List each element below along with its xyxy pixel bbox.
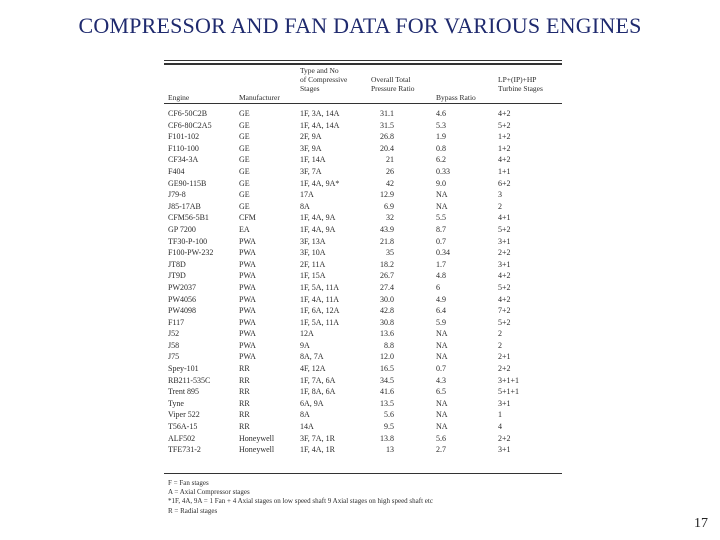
table-row xyxy=(164,375,562,387)
table-row xyxy=(164,201,562,213)
cell-type-stages: 8A xyxy=(300,410,310,420)
cell-turbine-stages: 7+2 xyxy=(498,306,511,316)
table-row xyxy=(164,421,562,433)
cell-engine: CF34-3A xyxy=(168,155,199,165)
cell-type-stages: 1F, 4A, 1R xyxy=(300,445,335,455)
cell-manufacturer: RR xyxy=(239,375,250,385)
cell-turbine-stages: 6+2 xyxy=(498,178,511,188)
cell-turbine-stages: 2+2 xyxy=(498,364,511,374)
cell-type-stages: 1F, 14A xyxy=(300,155,326,165)
table-row xyxy=(164,386,562,398)
table-row xyxy=(164,294,562,306)
cell-bypass-ratio: NA xyxy=(436,329,448,339)
cell-engine: TF30-P-100 xyxy=(168,236,208,246)
cell-type-stages: 17A xyxy=(300,190,314,200)
cell-manufacturer: PWA xyxy=(239,259,256,269)
cell-bypass-ratio: 2.7 xyxy=(436,445,446,455)
cell-overall-pressure-ratio: 41.6 xyxy=(380,387,394,397)
cell-turbine-stages: 2+1 xyxy=(498,352,511,362)
cell-bypass-ratio: 6.4 xyxy=(436,306,446,316)
cell-manufacturer: RR xyxy=(239,422,250,432)
cell-turbine-stages: 1+1 xyxy=(498,166,511,176)
table-row xyxy=(164,236,562,248)
cell-overall-pressure-ratio: 42.8 xyxy=(380,306,394,316)
footnote: *1F, 4A, 9A = 1 Fan + 4 Axial stages on low speed shaft 9 Axial stages on high speed shaft etc xyxy=(168,497,433,506)
header-overall-pressure-ratio: Overall Total Pressure Ratio xyxy=(371,75,415,93)
cell-turbine-stages: 2 xyxy=(498,201,502,211)
cell-type-stages: 1F, 5A, 11A xyxy=(300,282,340,292)
cell-turbine-stages: 1 xyxy=(498,410,502,420)
cell-type-stages: 4F, 12A xyxy=(300,364,326,374)
cell-type-stages: 3F, 7A xyxy=(300,166,322,176)
cell-manufacturer: GE xyxy=(239,120,250,130)
cell-overall-pressure-ratio: 27.4 xyxy=(380,282,394,292)
cell-overall-pressure-ratio: 12.0 xyxy=(380,352,394,362)
cell-bypass-ratio: NA xyxy=(436,190,448,200)
cell-type-stages: 6A, 9A xyxy=(300,398,324,408)
cell-bypass-ratio: 1.9 xyxy=(436,132,446,142)
footnote: R = Radial stages xyxy=(168,506,218,515)
cell-engine: F100-PW-232 xyxy=(168,248,214,258)
cell-manufacturer: GE xyxy=(239,155,250,165)
cell-type-stages: 12A xyxy=(300,329,314,339)
cell-engine: Trent 895 xyxy=(168,387,200,397)
table-row xyxy=(164,247,562,259)
cell-engine: T56A-15 xyxy=(168,422,198,432)
table-row xyxy=(164,444,562,456)
cell-manufacturer: RR xyxy=(239,364,250,374)
cell-overall-pressure-ratio: 16.5 xyxy=(380,364,394,374)
cell-turbine-stages: 2 xyxy=(498,340,502,350)
cell-overall-pressure-ratio: 5.6 xyxy=(384,410,394,420)
cell-engine: J58 xyxy=(168,340,180,350)
cell-type-stages: 1F, 4A, 14A xyxy=(300,120,340,130)
cell-manufacturer: GE xyxy=(239,132,250,142)
cell-type-stages: 14A xyxy=(300,422,314,432)
table-row xyxy=(164,131,562,143)
table-row xyxy=(164,398,562,410)
cell-type-stages: 3F, 10A xyxy=(300,248,326,258)
cell-turbine-stages: 4+2 xyxy=(498,109,511,118)
cell-engine: F117 xyxy=(168,317,185,327)
cell-type-stages: 9A xyxy=(300,340,310,350)
table-row xyxy=(164,120,562,132)
cell-overall-pressure-ratio: 35 xyxy=(386,248,394,258)
cell-bypass-ratio: 0.7 xyxy=(436,364,446,374)
cell-manufacturer: PWA xyxy=(239,294,256,304)
cell-engine: JT9D xyxy=(168,271,186,281)
cell-engine: F110-100 xyxy=(168,143,199,153)
cell-bypass-ratio: 6.2 xyxy=(436,155,446,165)
cell-manufacturer: GE xyxy=(239,166,250,176)
cell-engine: J52 xyxy=(168,329,180,339)
cell-bypass-ratio: 8.7 xyxy=(436,224,446,234)
table-row xyxy=(164,166,562,178)
cell-turbine-stages: 5+2 xyxy=(498,317,511,327)
cell-manufacturer: RR xyxy=(239,387,250,397)
table-footnotes xyxy=(168,479,433,516)
cell-turbine-stages: 4 xyxy=(498,422,502,432)
table-row xyxy=(164,259,562,271)
cell-engine: PW4098 xyxy=(168,306,196,316)
cell-type-stages: 1F, 4A, 9A xyxy=(300,224,336,234)
cell-overall-pressure-ratio: 31.1 xyxy=(380,109,394,118)
table-row xyxy=(164,212,562,224)
cell-type-stages: 1F, 4A, 9A* xyxy=(300,178,340,188)
cell-turbine-stages: 5+2 xyxy=(498,120,511,130)
cell-bypass-ratio: NA xyxy=(436,398,448,408)
cell-manufacturer: GE xyxy=(239,178,250,188)
cell-bypass-ratio: 9.0 xyxy=(436,178,446,188)
cell-turbine-stages: 1+2 xyxy=(498,143,511,153)
cell-turbine-stages: 4+1 xyxy=(498,213,511,223)
table-top-rule-thick xyxy=(164,63,562,65)
header-type-stages: Type and No of Compressive Stages xyxy=(300,66,348,93)
table-top-rule xyxy=(164,60,562,61)
cell-overall-pressure-ratio: 26.8 xyxy=(380,132,394,142)
cell-engine: TFE731-2 xyxy=(168,445,201,455)
cell-overall-pressure-ratio: 9.5 xyxy=(384,422,394,432)
cell-bypass-ratio: 6.5 xyxy=(436,387,446,397)
footnote: F = Fan stages xyxy=(168,479,209,487)
cell-bypass-ratio: 5.6 xyxy=(436,433,446,443)
cell-bypass-ratio: 0.34 xyxy=(436,248,450,258)
cell-engine: CF6-80C2A5 xyxy=(168,120,212,130)
table-row xyxy=(164,143,562,155)
cell-manufacturer: PWA xyxy=(239,329,256,339)
cell-bypass-ratio: NA xyxy=(436,352,448,362)
cell-turbine-stages: 4+2 xyxy=(498,155,511,165)
cell-type-stages: 2F, 11A xyxy=(300,259,326,269)
table-row xyxy=(164,305,562,317)
cell-turbine-stages: 2 xyxy=(498,329,502,339)
cell-engine: J85-17AB xyxy=(168,201,201,211)
cell-type-stages: 8A, 7A xyxy=(300,352,324,362)
table-row xyxy=(164,340,562,352)
header-bypass-ratio: Bypass Ratio xyxy=(436,93,476,102)
cell-engine: GP 7200 xyxy=(168,224,196,234)
cell-type-stages: 3F, 7A, 1R xyxy=(300,433,335,443)
cell-bypass-ratio: NA xyxy=(436,410,448,420)
table-row xyxy=(164,189,562,201)
cell-engine: J79-8 xyxy=(168,190,186,200)
table-row xyxy=(164,282,562,294)
cell-overall-pressure-ratio: 30.8 xyxy=(380,317,394,327)
cell-engine: GE90-115B xyxy=(168,178,207,188)
cell-turbine-stages: 3+1 xyxy=(498,259,511,269)
cell-overall-pressure-ratio: 12.9 xyxy=(380,190,394,200)
cell-manufacturer: PWA xyxy=(239,340,256,350)
cell-turbine-stages: 4+2 xyxy=(498,271,511,281)
cell-engine: PW4056 xyxy=(168,294,196,304)
cell-overall-pressure-ratio: 43.9 xyxy=(380,224,394,234)
slide-title: COMPRESSOR AND FAN DATA FOR VARIOUS ENGINES xyxy=(78,13,642,38)
cell-manufacturer: PWA xyxy=(239,271,256,281)
cell-overall-pressure-ratio: 13.5 xyxy=(380,398,394,408)
cell-turbine-stages: 4+2 xyxy=(498,294,511,304)
table-row xyxy=(164,270,562,282)
cell-turbine-stages: 5+2 xyxy=(498,282,511,292)
cell-overall-pressure-ratio: 13.6 xyxy=(380,329,394,339)
cell-bypass-ratio: 5.5 xyxy=(436,213,446,223)
cell-overall-pressure-ratio: 13.8 xyxy=(380,433,394,443)
cell-manufacturer: RR xyxy=(239,398,250,408)
cell-overall-pressure-ratio: 6.9 xyxy=(384,201,394,211)
cell-engine: PW2037 xyxy=(168,282,196,292)
cell-overall-pressure-ratio: 34.5 xyxy=(380,375,394,385)
header-turbine-stages: LP+(IP)+HP Turbine Stages xyxy=(498,75,543,93)
cell-type-stages: 1F, 15A xyxy=(300,271,326,281)
cell-bypass-ratio: NA xyxy=(436,201,448,211)
cell-bypass-ratio: 5.9 xyxy=(436,317,446,327)
cell-bypass-ratio: 1.7 xyxy=(436,259,446,269)
table-row xyxy=(164,154,562,166)
cell-bypass-ratio: NA xyxy=(436,422,448,432)
cell-type-stages: 2F, 9A xyxy=(300,132,322,142)
header-engine: Engine xyxy=(168,93,190,102)
cell-manufacturer: GE xyxy=(239,143,250,153)
cell-turbine-stages: 3+1 xyxy=(498,398,511,408)
table-header-rule xyxy=(164,103,562,104)
cell-type-stages: 1F, 4A, 9A xyxy=(300,213,336,223)
cell-manufacturer: CFM xyxy=(239,213,256,223)
cell-type-stages: 1F, 5A, 11A xyxy=(300,317,340,327)
cell-manufacturer: PWA xyxy=(239,352,256,362)
cell-overall-pressure-ratio: 18.2 xyxy=(380,259,394,269)
cell-manufacturer: GE xyxy=(239,109,250,118)
cell-type-stages: 1F, 6A, 12A xyxy=(300,306,340,316)
cell-turbine-stages: 3+1+1 xyxy=(498,375,520,385)
table-row xyxy=(164,351,562,363)
table-row xyxy=(164,409,562,421)
cell-turbine-stages: 1+2 xyxy=(498,132,511,142)
cell-overall-pressure-ratio: 26 xyxy=(386,166,394,176)
cell-manufacturer: PWA xyxy=(239,306,256,316)
cell-engine: Viper 522 xyxy=(168,410,200,420)
table-row xyxy=(164,108,562,120)
cell-bypass-ratio: 4.9 xyxy=(436,294,446,304)
cell-engine: F404 xyxy=(168,166,185,176)
cell-turbine-stages: 2+2 xyxy=(498,433,511,443)
cell-engine: JT8D xyxy=(168,259,186,269)
table-row xyxy=(164,328,562,340)
cell-overall-pressure-ratio: 42 xyxy=(386,178,394,188)
cell-turbine-stages: 5+1+1 xyxy=(498,387,520,397)
cell-manufacturer: PWA xyxy=(239,282,256,292)
cell-bypass-ratio: 4.8 xyxy=(436,271,446,281)
cell-manufacturer: PWA xyxy=(239,236,256,246)
cell-turbine-stages: 3+1 xyxy=(498,236,511,246)
cell-manufacturer: GE xyxy=(239,190,250,200)
cell-bypass-ratio: NA xyxy=(436,340,448,350)
cell-type-stages: 1F, 3A, 14A xyxy=(300,109,340,118)
cell-bypass-ratio: 4.6 xyxy=(436,109,446,118)
table-row xyxy=(164,433,562,445)
cell-overall-pressure-ratio: 31.5 xyxy=(380,120,394,130)
cell-bypass-ratio: 4.3 xyxy=(436,375,446,385)
header-manufacturer: Manufacturer xyxy=(239,93,280,102)
cell-manufacturer: RR xyxy=(239,410,250,420)
table-row xyxy=(164,363,562,375)
cell-manufacturer: GE xyxy=(239,201,250,211)
cell-type-stages: 1F, 4A, 11A xyxy=(300,294,340,304)
cell-overall-pressure-ratio: 21.8 xyxy=(380,236,394,246)
cell-engine: J75 xyxy=(168,352,180,362)
cell-engine: ALF502 xyxy=(168,433,196,443)
table-row xyxy=(164,224,562,236)
cell-type-stages: 1F, 8A, 6A xyxy=(300,387,336,397)
cell-turbine-stages: 3+1 xyxy=(498,445,511,455)
cell-engine: Tyne xyxy=(168,398,184,408)
cell-overall-pressure-ratio: 26.7 xyxy=(380,271,394,281)
engine-data-table xyxy=(164,58,564,528)
cell-overall-pressure-ratio: 13 xyxy=(386,445,394,455)
cell-engine: CFM56-5B1 xyxy=(168,213,209,223)
cell-overall-pressure-ratio: 32 xyxy=(386,213,394,223)
cell-bypass-ratio: 6 xyxy=(436,282,440,292)
cell-engine: RB211-535C xyxy=(168,375,211,385)
table-row xyxy=(164,178,562,190)
cell-type-stages: 3F, 13A xyxy=(300,236,326,246)
cell-manufacturer: PWA xyxy=(239,317,256,327)
page-number: 17 xyxy=(694,516,708,531)
footnote: A = Axial Compressor stages xyxy=(168,488,250,497)
cell-overall-pressure-ratio: 8.8 xyxy=(384,340,394,350)
cell-bypass-ratio: 0.8 xyxy=(436,143,446,153)
table-body xyxy=(164,108,562,456)
cell-overall-pressure-ratio: 30.0 xyxy=(380,294,394,304)
cell-engine: F101-102 xyxy=(168,132,200,142)
cell-turbine-stages: 3 xyxy=(498,190,502,200)
table-row xyxy=(164,317,562,329)
cell-type-stages: 8A xyxy=(300,201,310,211)
table-bottom-rule xyxy=(164,473,562,474)
cell-overall-pressure-ratio: 21 xyxy=(386,155,394,165)
cell-bypass-ratio: 0.7 xyxy=(436,236,446,246)
cell-type-stages: 3F, 9A xyxy=(300,143,322,153)
cell-manufacturer: Honeywell xyxy=(239,433,275,443)
cell-manufacturer: EA xyxy=(239,224,250,234)
cell-manufacturer: Honeywell xyxy=(239,445,275,455)
cell-manufacturer: PWA xyxy=(239,248,256,258)
cell-type-stages: 1F, 7A, 6A xyxy=(300,375,336,385)
cell-engine: CF6-50C2B xyxy=(168,109,208,118)
cell-bypass-ratio: 5.3 xyxy=(436,120,446,130)
cell-engine: Spey-101 xyxy=(168,364,199,374)
cell-turbine-stages: 2+2 xyxy=(498,248,511,258)
cell-overall-pressure-ratio: 20.4 xyxy=(380,143,394,153)
cell-turbine-stages: 5+2 xyxy=(498,224,511,234)
cell-bypass-ratio: 0.33 xyxy=(436,166,450,176)
